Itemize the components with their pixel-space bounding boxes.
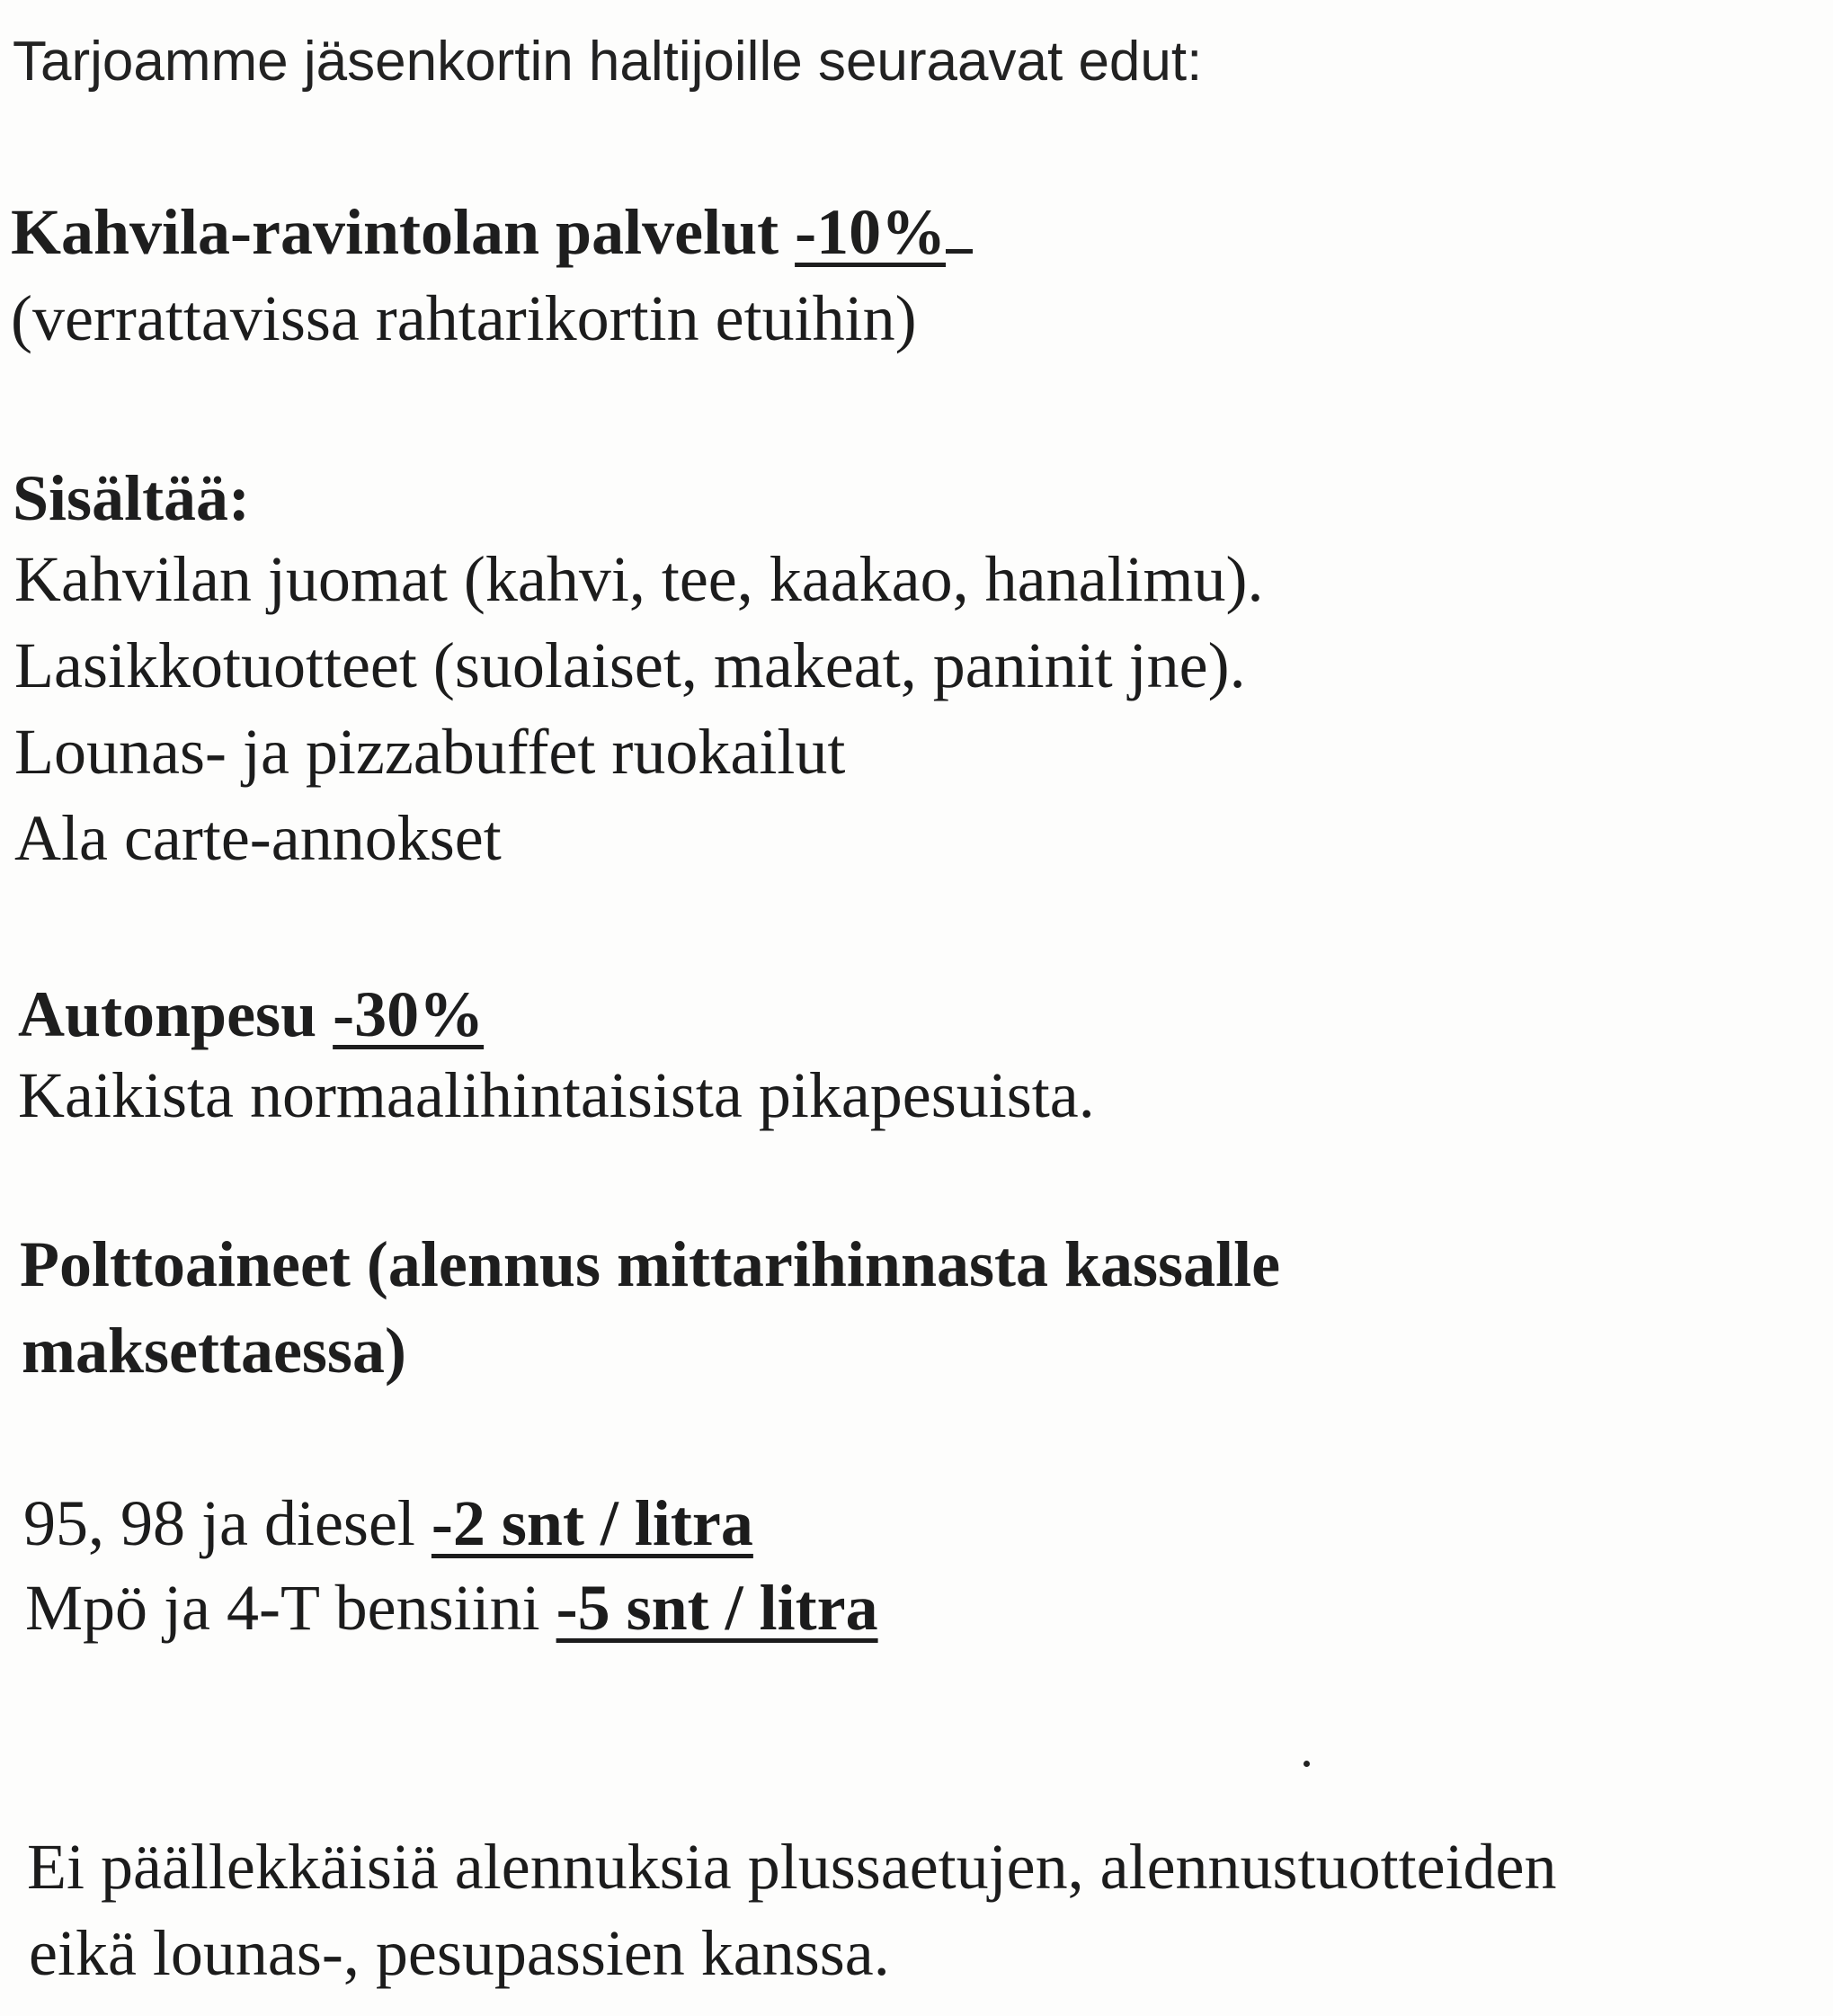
fuel-heading-line1: Polttoaineet (alennus mittarihinnasta kassalle [20, 1228, 1281, 1300]
footer-line2: eikä lounas-, pesupassien kanssa. [29, 1917, 890, 1989]
cafe-discount: -10% [795, 196, 947, 268]
intro-text: Tarjoamme jäsenkortin haltijoille seuraavat edut: [13, 31, 1203, 93]
cafe-heading: Kahvila-ravintolan palvelut [11, 196, 779, 268]
includes-item: Ala carte-annokset [14, 802, 502, 874]
fuel-row-label: 95, 98 ja diesel [23, 1487, 415, 1559]
carwash-discount: -30% [333, 978, 485, 1050]
fuel-heading-line2: maksettaessa) [22, 1315, 406, 1387]
fuel-row [23, 1487, 753, 1559]
includes-heading: Sisältää: [13, 462, 251, 534]
fuel-row-discount: -5 snt / litra [556, 1572, 878, 1644]
carwash-heading: Autonpesu [18, 978, 317, 1050]
cafe-heading-line [11, 196, 973, 268]
cafe-note: (verrattavissa rahtarikortin etuihin) [11, 282, 917, 354]
carwash-heading-line [18, 978, 485, 1050]
underline-tail [946, 248, 973, 254]
fuel-row [25, 1572, 878, 1644]
scan-speck [1304, 1761, 1310, 1767]
includes-item: Lasikkotuotteet (suolaiset, makeat, paninit jne). [14, 629, 1246, 701]
carwash-note: Kaikista normaalihintaisista pikapesuista. [18, 1059, 1095, 1131]
footer-line1: Ei päällekkäisiä alennuksia plussaetujen, alennustuotteiden [27, 1831, 1557, 1903]
fuel-row-discount: -2 snt / litra [431, 1487, 753, 1559]
fuel-row-label: Mpö ja 4-T bensiini [25, 1572, 540, 1644]
includes-item: Kahvilan juomat (kahvi, tee, kaakao, hanalimu). [14, 543, 1264, 615]
includes-item: Lounas- ja pizzabuffet ruokailut [14, 716, 846, 788]
